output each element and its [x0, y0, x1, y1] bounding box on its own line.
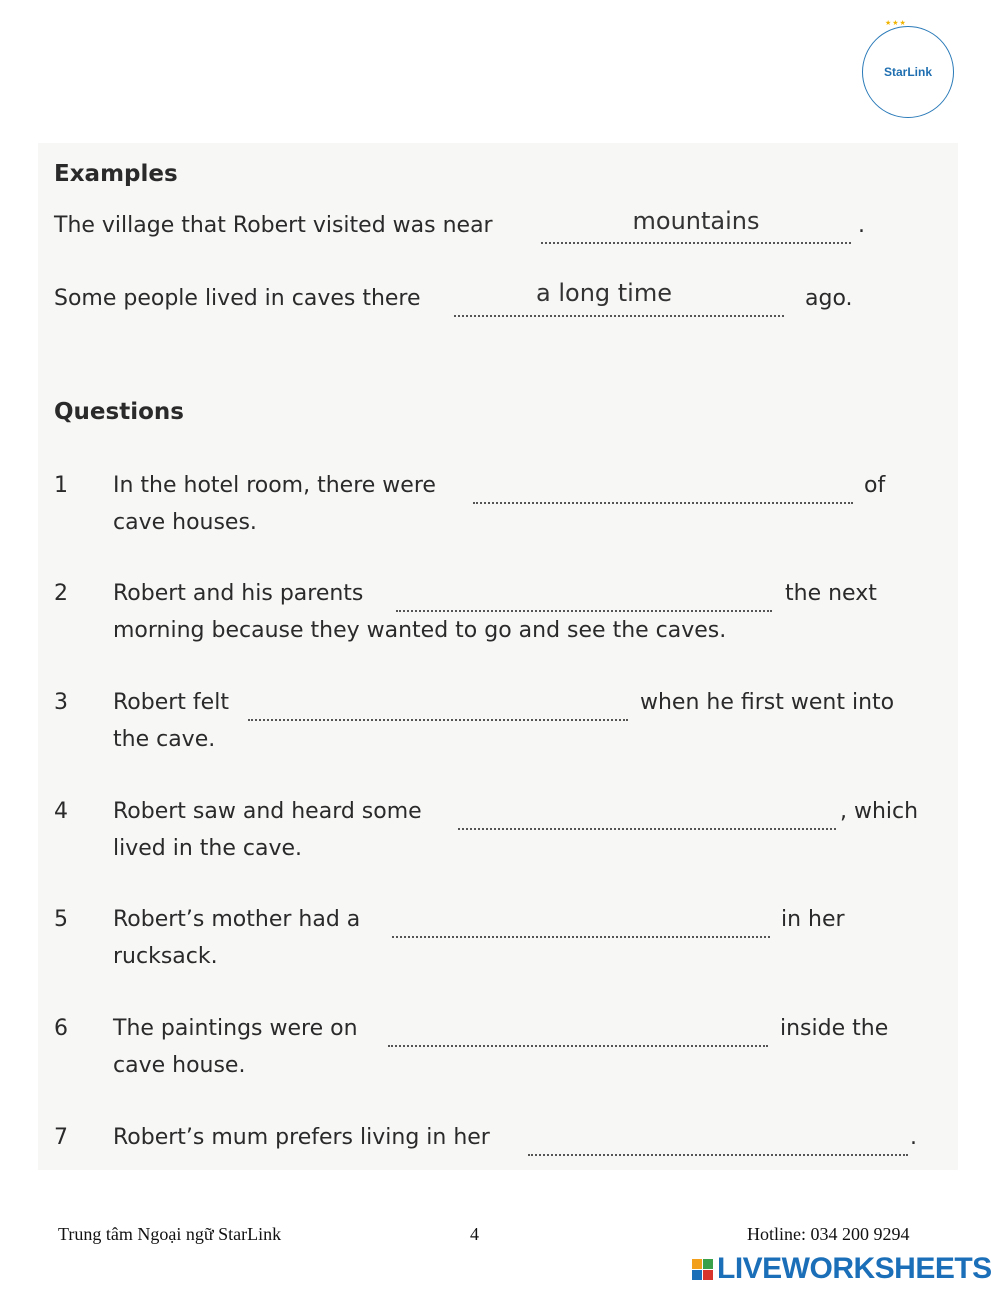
- question-3-after: when he first went into: [640, 690, 895, 715]
- question-7-text: Robert’s mum prefers living in her: [113, 1125, 490, 1150]
- questions-heading: Questions: [54, 399, 184, 425]
- examples-heading: Examples: [54, 161, 178, 187]
- question-5-line2: rucksack.: [113, 944, 218, 969]
- question-5-after: in her: [781, 907, 845, 932]
- question-4-text: Robert saw and heard some: [113, 799, 422, 824]
- question-5-number: 5: [54, 907, 68, 932]
- logo-text: StarLink: [883, 65, 932, 79]
- starlink-logo: [862, 19, 954, 118]
- question-6-after: inside the: [780, 1016, 889, 1041]
- question-1-blank[interactable]: [473, 502, 853, 504]
- question-7-number: 7: [54, 1125, 68, 1150]
- question-4-number: 4: [54, 799, 68, 824]
- worksheet: [38, 143, 958, 1170]
- question-3-number: 3: [54, 690, 68, 715]
- example-1-after: .: [858, 213, 865, 238]
- question-2-number: 2: [54, 581, 68, 606]
- question-1-line2: cave houses.: [113, 510, 257, 535]
- question-2-after: the next: [785, 581, 877, 606]
- example-2-text: Some people lived in caves there: [54, 286, 421, 311]
- liveworksheets-logo-icon: [692, 1259, 713, 1280]
- example-2-answer: a long time: [536, 279, 672, 307]
- example-1-blank: [541, 242, 851, 244]
- question-7-after: .: [910, 1125, 917, 1150]
- example-2-blank: [454, 315, 784, 317]
- question-2-blank[interactable]: [396, 610, 772, 612]
- question-5-text: Robert’s mother had a: [113, 907, 361, 932]
- question-4-blank[interactable]: [458, 828, 836, 830]
- question-6-number: 6: [54, 1016, 68, 1041]
- footer-hotline: Hotline: 034 200 9294: [747, 1224, 910, 1244]
- question-3-blank[interactable]: [248, 719, 628, 721]
- footer-page-number: 4: [470, 1224, 479, 1244]
- logo-stars-icon: ★★★: [885, 19, 907, 27]
- example-2-after: ago.: [805, 286, 853, 311]
- question-3-line2: the cave.: [113, 727, 216, 752]
- question-2-text: Robert and his parents: [113, 581, 364, 606]
- question-1-after: of: [864, 473, 886, 498]
- footer-center-name: Trung tâm Ngoại ngữ StarLink: [58, 1224, 282, 1244]
- example-1-answer: mountains: [632, 207, 760, 235]
- liveworksheets-watermark: [692, 1252, 992, 1286]
- question-4-line2: lived in the cave.: [113, 836, 303, 861]
- question-7-blank[interactable]: [528, 1154, 908, 1156]
- question-1-text: In the hotel room, there were: [113, 473, 436, 498]
- question-5-blank[interactable]: [392, 936, 770, 938]
- question-2-line2: morning because they wanted to go and see the caves.: [113, 618, 727, 643]
- question-3-text: Robert felt: [113, 690, 229, 715]
- question-6-blank[interactable]: [388, 1045, 768, 1047]
- example-1-text: The village that Robert visited was near: [54, 213, 493, 238]
- liveworksheets-text: LIVEWORKSHEETS: [717, 1252, 992, 1285]
- question-6-line2: cave house.: [113, 1053, 246, 1078]
- question-1-number: 1: [54, 473, 68, 498]
- question-6-text: The paintings were on: [113, 1016, 358, 1041]
- question-4-after: , which: [840, 799, 919, 824]
